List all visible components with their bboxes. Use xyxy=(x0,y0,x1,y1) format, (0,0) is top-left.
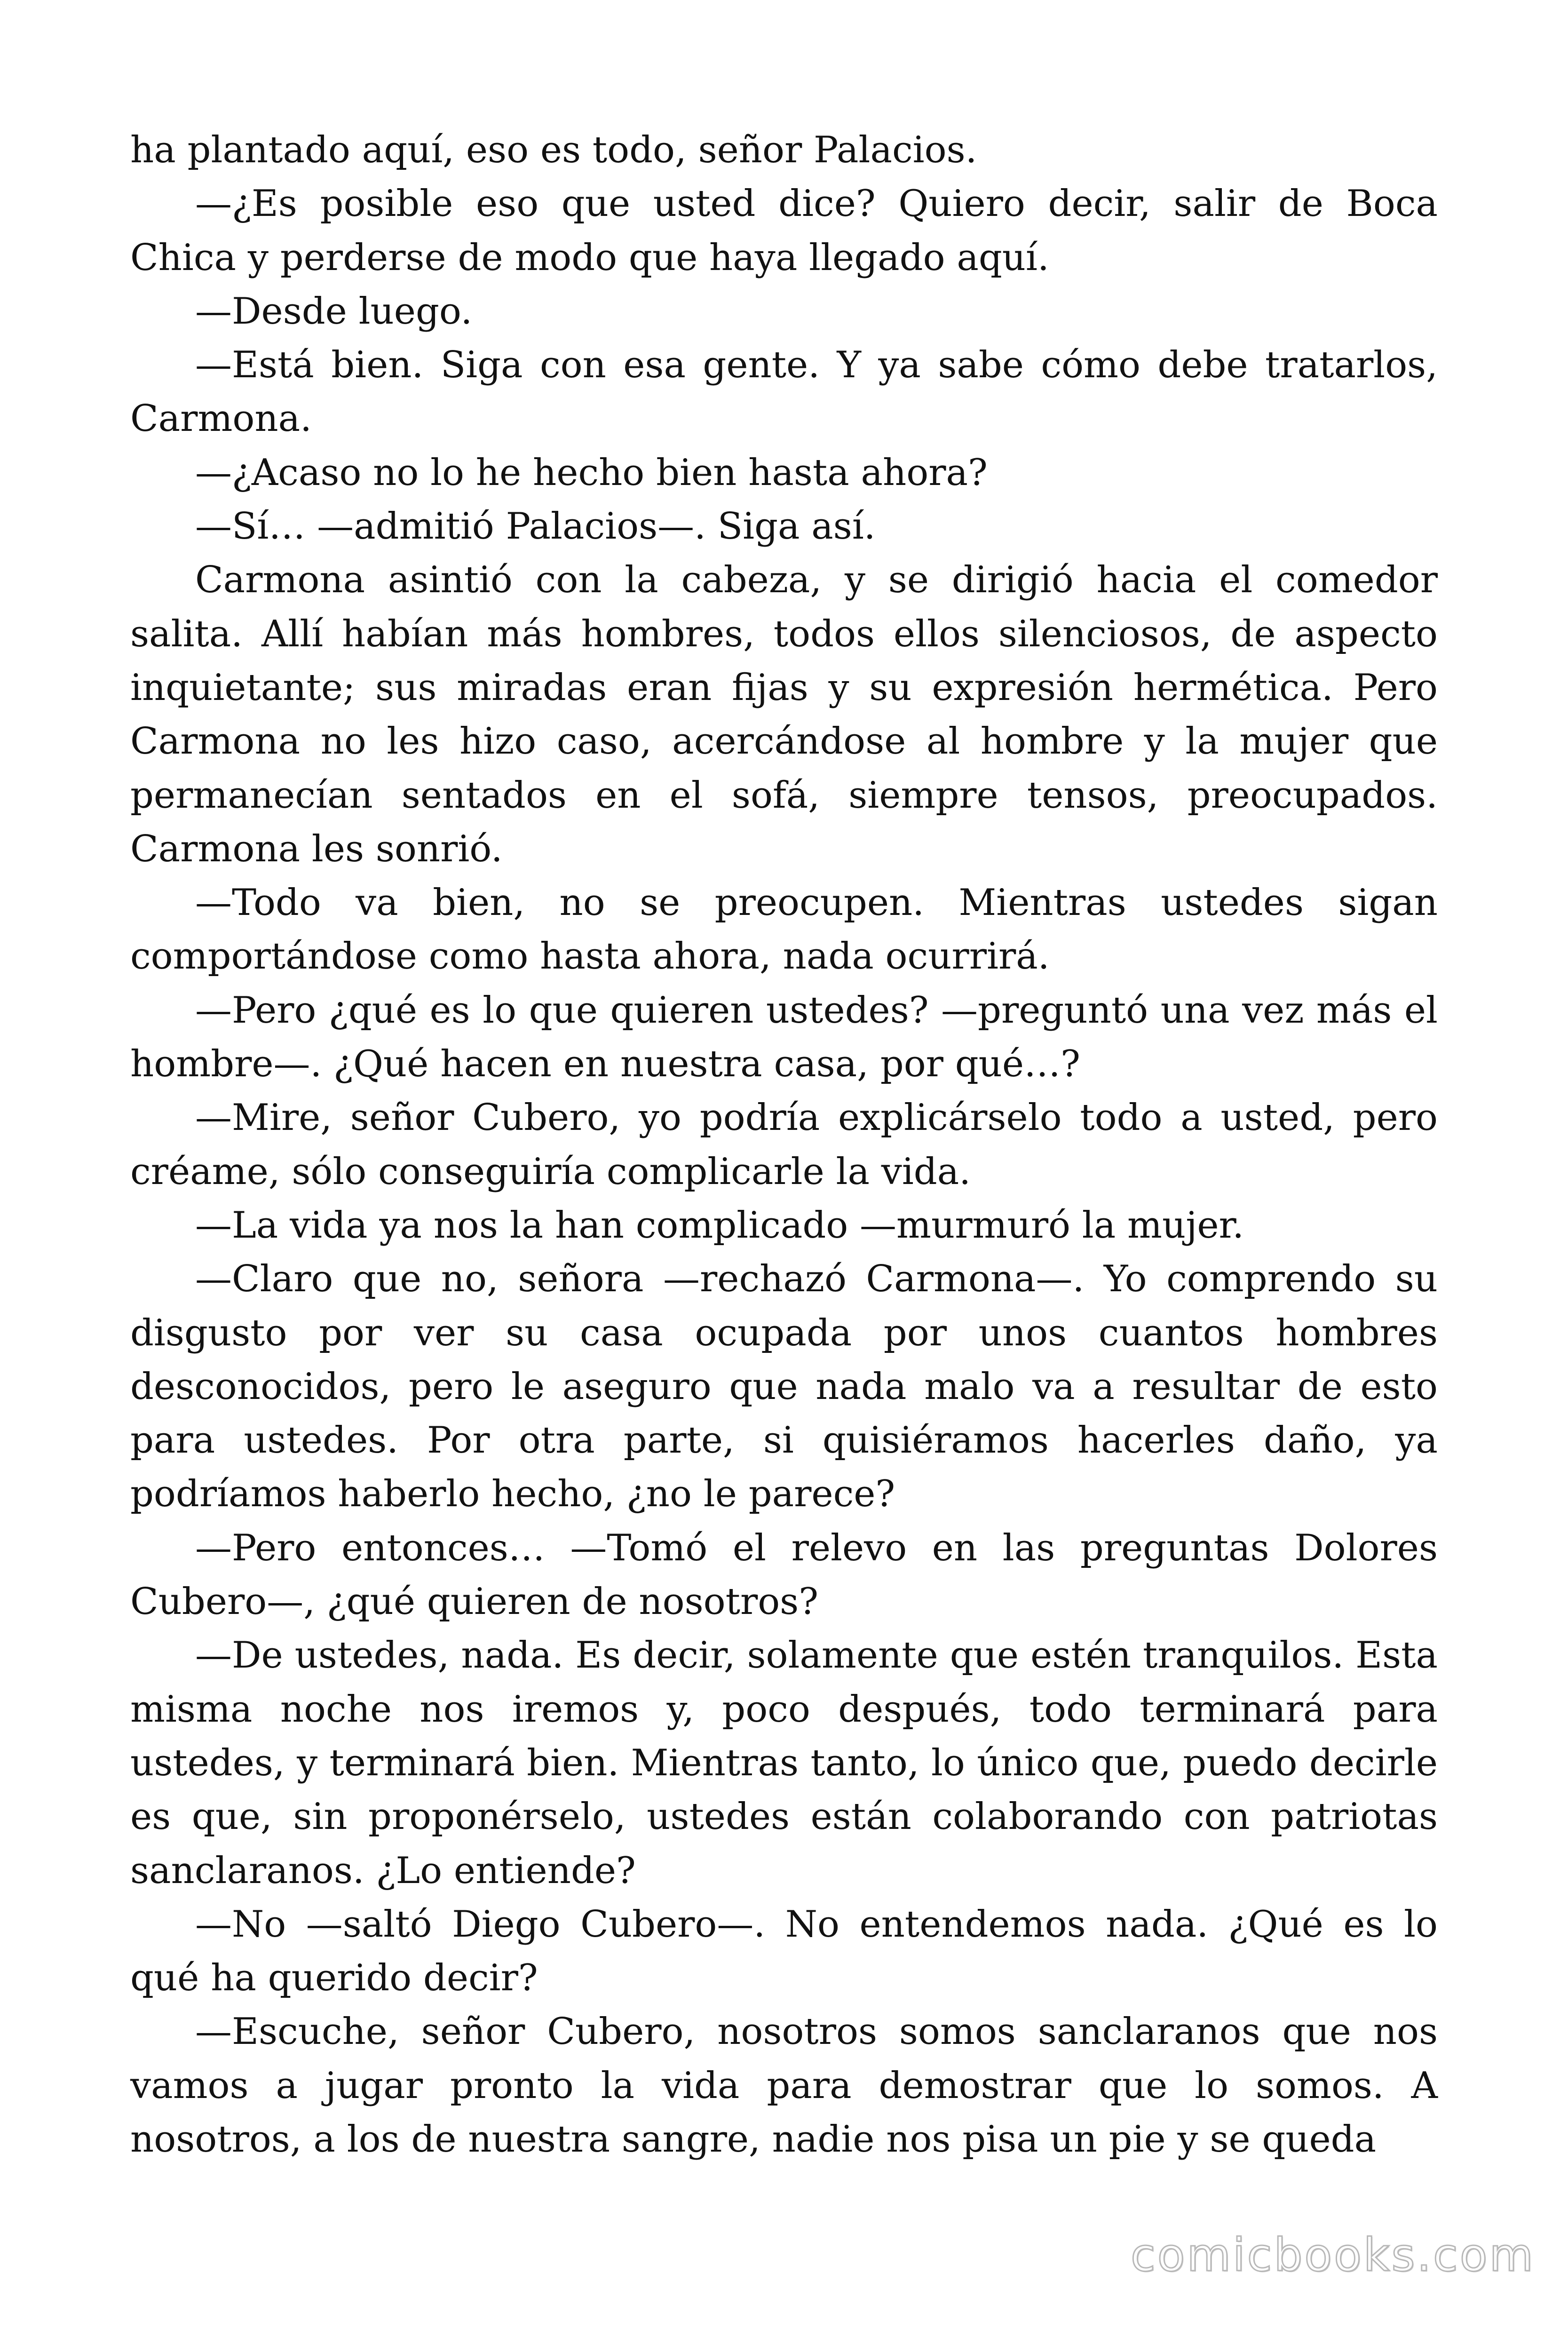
paragraph-7: Carmona asintió con la cabeza, y se dirigió hacia el comedor salita. Allí habían más hombres, todos ellos silenciosos, de aspecto inquietante; sus miradas eran fijas y su expresión hermética. Pero Carmona no les hizo caso, acercándose al hombre y la mujer que permanecían sentados en el sofá, siempre tensos, preocupados. Carmona les sonrió. xyxy=(130,559,1438,870)
paragraph-11: —La vida ya nos la han complicado —murmuró la mujer. xyxy=(195,1204,1244,1247)
watermark: comicbooks.com xyxy=(1130,2229,1535,2281)
paragraph-8: —Todo va bien, no se preocupen. Mientras ustedes sigan comportándose como hasta ahora, nada ocurrirá. xyxy=(130,882,1438,978)
paragraph-10: —Mire, señor Cubero, yo podría explicárselo todo a usted, pero créame, sólo conseguiría complicarle la vida. xyxy=(130,1097,1438,1193)
paragraph-9: —Pero ¿qué es lo que quieren ustedes? —preguntó una vez más el hombre—. ¿Qué hacen en nuestra casa, por qué…? xyxy=(130,989,1438,1086)
paragraph-13: —Pero entonces… —Tomó el relevo en las preguntas Dolores Cubero—, ¿qué quieren de nosotros? xyxy=(130,1526,1438,1623)
paragraph-12: —Claro que no, señora —rechazó Carmona—. Yo comprendo su disgusto por ver su casa ocupada por unos cuantos hombres desconocidos, pero le aseguro que nada malo va a resultar de esto para ustedes. Por otra parte, si quisiéramos hacerles daño, ya podríamos haberlo hecho, ¿no le parece? xyxy=(130,1258,1438,1516)
paragraph-1: ha plantado aquí, eso es todo, señor Palacios. xyxy=(130,129,977,171)
paragraph-14: —De ustedes, nada. Es decir, solamente que estén tranquilos. Esta misma noche nos iremos y, poco después, todo terminará para ustedes, y terminará bien. Mientras tanto, lo único que, puedo decirle es que, sin proponérselo, ustedes están colaborando con patriotas sanclaranos. ¿Lo entiende? xyxy=(130,1634,1438,1892)
paragraph-3: —Desde luego. xyxy=(195,290,473,333)
paragraph-5: —¿Acaso no lo he hecho bien hasta ahora? xyxy=(195,451,988,494)
paragraph-15: —No —saltó Diego Cubero—. No entendemos nada. ¿Qué es lo qué ha querido decir? xyxy=(130,1903,1438,2000)
page-text xyxy=(130,123,1438,2166)
paragraph-16: —Escuche, señor Cubero, nosotros somos sanclaranos que nos vamos a jugar pronto la vida para demostrar que lo somos. A nosotros, a los de nuestra sangre, nadie nos pisa un pie y se queda xyxy=(130,2010,1438,2161)
paragraph-4: —Está bien. Siga con esa gente. Y ya sabe cómo debe tratarlos, Carmona. xyxy=(130,344,1438,440)
paragraph-6: —Sí… —admitió Palacios—. Siga así. xyxy=(195,505,876,548)
paragraph-2: —¿Es posible eso que usted dice? Quiero decir, salir de Boca Chica y perderse de modo que haya llegado aquí. xyxy=(130,183,1438,279)
